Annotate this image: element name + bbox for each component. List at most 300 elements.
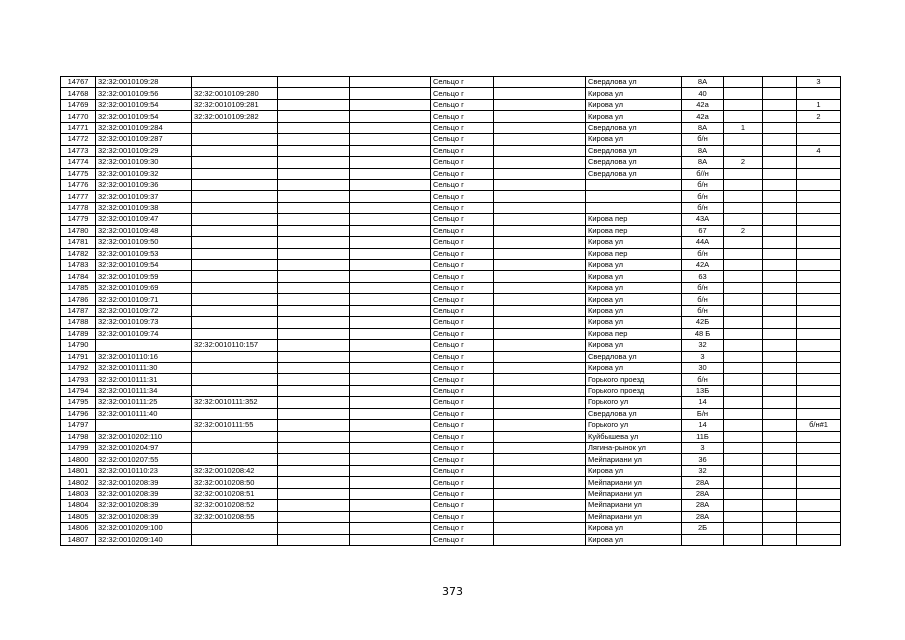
cell-building [724,317,763,328]
cell-blank-col-a [278,111,350,122]
cell-blank-col-c [494,202,586,213]
cell-blank-col-a [278,465,350,476]
cell-house-number: 32 [682,340,724,351]
cell-blank-col-d [763,523,797,534]
cell-blank-col-d [763,202,797,213]
cell-blank-col-a [278,122,350,133]
cell-building [724,305,763,316]
cell-street: Свердлова ул [586,77,682,88]
cell-building [724,214,763,225]
cell-blank-col-c [494,271,586,282]
cell-blank-col-a [278,523,350,534]
cell-house-number: 43А [682,214,724,225]
cell-blank-col-a [278,134,350,145]
table-row [61,191,841,202]
cell-locality: Сельцо г [431,237,494,248]
cell-blank-col-d [763,214,797,225]
cell-blank-col-a [278,534,350,545]
cell-blank-col-d [763,122,797,133]
cell-building [724,431,763,442]
cell-house-number: б/н [682,305,724,316]
table-row [61,488,841,499]
cell-cadastral-number: 32:32:0010109:71 [96,294,192,305]
cell-blank-col-b [350,317,431,328]
cell-blank-col-a [278,214,350,225]
cell-blank-col-b [350,111,431,122]
cell-row-number: 14798 [61,431,96,442]
cell-row-number: 14772 [61,134,96,145]
cell-building [724,260,763,271]
table-row [61,179,841,190]
cell-row-number: 14788 [61,317,96,328]
cell-blank-col-d [763,111,797,122]
cell-blank-col-c [494,477,586,488]
cell-building [724,248,763,259]
table-row [61,477,841,488]
cell-locality: Сельцо г [431,454,494,465]
cell-linked-cadastral-number: 32:32:0010208:51 [192,488,278,499]
cell-apartment [797,179,841,190]
cell-house-number: 36 [682,454,724,465]
cell-cadastral-number: 32:32:0010109:53 [96,248,192,259]
cell-building [724,168,763,179]
cell-building: 2 [724,225,763,236]
cell-blank-col-b [350,157,431,168]
cell-linked-cadastral-number [192,145,278,156]
cell-street: Кирова ул [586,271,682,282]
cell-locality: Сельцо г [431,88,494,99]
cell-linked-cadastral-number [192,443,278,454]
table-row [61,351,841,362]
cell-blank-col-b [350,225,431,236]
cell-apartment [797,271,841,282]
cell-blank-col-c [494,179,586,190]
cell-street: Мейпариани ул [586,488,682,499]
cell-locality: Сельцо г [431,317,494,328]
cell-blank-col-a [278,157,350,168]
cell-blank-col-a [278,168,350,179]
cell-street: Кирова ул [586,534,682,545]
cell-locality: Сельцо г [431,168,494,179]
cell-blank-col-a [278,271,350,282]
cell-blank-col-c [494,305,586,316]
cell-blank-col-c [494,500,586,511]
cell-linked-cadastral-number [192,534,278,545]
cell-blank-col-d [763,99,797,110]
cell-apartment [797,408,841,419]
cell-street: Кирова ул [586,523,682,534]
cell-building [724,351,763,362]
cell-row-number: 14781 [61,237,96,248]
cell-row-number: 14774 [61,157,96,168]
table-row [61,362,841,373]
cell-building [724,134,763,145]
cell-linked-cadastral-number [192,362,278,373]
cell-cadastral-number: 32:32:0010111:25 [96,397,192,408]
cell-street: Кирова ул [586,88,682,99]
cell-street: Мейпариани ул [586,477,682,488]
cell-row-number: 14789 [61,328,96,339]
cell-blank-col-a [278,88,350,99]
cell-blank-col-c [494,168,586,179]
cell-linked-cadastral-number [192,523,278,534]
registry-table-body [61,77,841,546]
cell-blank-col-c [494,77,586,88]
cell-row-number: 14806 [61,523,96,534]
cell-apartment [797,397,841,408]
cell-blank-col-b [350,77,431,88]
cell-blank-col-a [278,294,350,305]
cell-apartment [797,385,841,396]
cell-linked-cadastral-number [192,408,278,419]
cell-blank-col-b [350,443,431,454]
cell-row-number: 14769 [61,99,96,110]
cell-street: Мейпариани ул [586,500,682,511]
cell-blank-col-a [278,99,350,110]
cell-street: Кирова пер [586,225,682,236]
table-row [61,420,841,431]
cell-building [724,77,763,88]
cell-house-number: 44А [682,237,724,248]
cell-row-number: 14787 [61,305,96,316]
cell-blank-col-a [278,145,350,156]
cell-house-number: 3 [682,351,724,362]
cell-street: Куйбышева ул [586,431,682,442]
table-row [61,397,841,408]
table-row [61,340,841,351]
cell-cadastral-number: 32:32:0010109:59 [96,271,192,282]
cell-apartment [797,431,841,442]
cell-blank-col-c [494,248,586,259]
cell-row-number: 14807 [61,534,96,545]
cell-apartment [797,340,841,351]
cell-blank-col-c [494,385,586,396]
cell-house-number: б//н [682,168,724,179]
cell-house-number: 67 [682,225,724,236]
cell-blank-col-c [494,431,586,442]
cell-blank-col-b [350,99,431,110]
cell-house-number: 28А [682,500,724,511]
table-row [61,511,841,522]
cell-blank-col-c [494,351,586,362]
cell-building [724,328,763,339]
cell-linked-cadastral-number [192,157,278,168]
cell-apartment: 4 [797,145,841,156]
cell-blank-col-d [763,225,797,236]
cell-locality: Сельцо г [431,374,494,385]
table-row [61,88,841,99]
cell-row-number: 14777 [61,191,96,202]
cell-cadastral-number: 32:32:0010111:34 [96,385,192,396]
cell-house-number: 42а [682,111,724,122]
cell-row-number: 14793 [61,374,96,385]
cell-street: Свердлова ул [586,145,682,156]
cell-cadastral-number: 32:32:0010209:140 [96,534,192,545]
cell-apartment [797,374,841,385]
cell-linked-cadastral-number: 32:32:0010110:157 [192,340,278,351]
cell-building [724,237,763,248]
cell-blank-col-b [350,523,431,534]
cell-street: Кирова ул [586,282,682,293]
cell-blank-col-c [494,282,586,293]
cell-cadastral-number: 32:32:0010109:69 [96,282,192,293]
cell-apartment [797,157,841,168]
cell-row-number: 14792 [61,362,96,373]
cell-row-number: 14799 [61,443,96,454]
cell-apartment [797,511,841,522]
cell-building [724,202,763,213]
cell-cadastral-number: 32:32:0010204:97 [96,443,192,454]
cell-blank-col-c [494,328,586,339]
cell-cadastral-number: 32:32:0010111:31 [96,374,192,385]
cell-blank-col-d [763,500,797,511]
table-row [61,214,841,225]
cell-linked-cadastral-number: 32:32:0010208:50 [192,477,278,488]
cell-locality: Сельцо г [431,214,494,225]
cell-row-number: 14776 [61,179,96,190]
cell-blank-col-d [763,351,797,362]
cell-apartment: 3 [797,77,841,88]
cell-locality: Сельцо г [431,477,494,488]
cell-blank-col-b [350,328,431,339]
cell-house-number: б/н [682,191,724,202]
cell-street [586,179,682,190]
cell-apartment [797,500,841,511]
cell-cadastral-number: 32:32:0010109:38 [96,202,192,213]
cell-cadastral-number: 32:32:0010109:54 [96,99,192,110]
cell-house-number: Б/н [682,408,724,419]
cell-blank-col-b [350,420,431,431]
cell-blank-col-d [763,340,797,351]
cell-street [586,191,682,202]
cell-house-number: б/н [682,374,724,385]
cell-linked-cadastral-number: 32:32:0010208:55 [192,511,278,522]
cell-cadastral-number: 32:32:0010207:55 [96,454,192,465]
cell-blank-col-c [494,134,586,145]
cell-street: Кирова ул [586,260,682,271]
cell-blank-col-b [350,488,431,499]
cell-house-number: 8А [682,145,724,156]
cell-row-number: 14785 [61,282,96,293]
cell-blank-col-d [763,511,797,522]
cell-row-number: 14779 [61,214,96,225]
cell-locality: Сельцо г [431,431,494,442]
cell-street: Кирова пер [586,248,682,259]
table-row [61,305,841,316]
cell-blank-col-a [278,431,350,442]
cell-cadastral-number: 32:32:0010109:54 [96,260,192,271]
cell-blank-col-b [350,179,431,190]
cell-building: 2 [724,157,763,168]
cell-house-number: б/н [682,179,724,190]
cell-building [724,397,763,408]
cell-house-number: 14 [682,397,724,408]
cell-blank-col-c [494,317,586,328]
cell-house-number: 28А [682,477,724,488]
cell-blank-col-a [278,225,350,236]
table-row [61,374,841,385]
cell-blank-col-a [278,191,350,202]
cell-blank-col-d [763,179,797,190]
table-row [61,248,841,259]
cell-cadastral-number: 32:32:0010109:56 [96,88,192,99]
table-row [61,385,841,396]
cell-row-number: 14771 [61,122,96,133]
cell-blank-col-d [763,168,797,179]
cell-blank-col-a [278,328,350,339]
cell-cadastral-number: 32:32:0010109:284 [96,122,192,133]
cell-cadastral-number: 32:32:0010111:30 [96,362,192,373]
cell-blank-col-a [278,443,350,454]
cell-blank-col-c [494,408,586,419]
cell-row-number: 14794 [61,385,96,396]
cell-linked-cadastral-number [192,454,278,465]
registry-table [60,76,841,546]
cell-linked-cadastral-number: 32:32:0010109:280 [192,88,278,99]
cell-apartment [797,237,841,248]
cell-linked-cadastral-number: 32:32:0010208:52 [192,500,278,511]
cell-row-number: 14783 [61,260,96,271]
cell-blank-col-b [350,305,431,316]
cell-building [724,534,763,545]
cell-apartment [797,488,841,499]
cell-blank-col-c [494,340,586,351]
cell-cadastral-number: 32:32:0010109:30 [96,157,192,168]
cell-blank-col-a [278,282,350,293]
cell-linked-cadastral-number [192,282,278,293]
cell-building [724,454,763,465]
cell-building [724,99,763,110]
cell-linked-cadastral-number [192,237,278,248]
table-row [61,202,841,213]
cell-apartment [797,523,841,534]
cell-house-number: б/н [682,134,724,145]
cell-apartment [797,328,841,339]
cell-locality: Сельцо г [431,523,494,534]
cell-blank-col-c [494,362,586,373]
cell-blank-col-d [763,282,797,293]
cell-linked-cadastral-number [192,431,278,442]
cell-cadastral-number: 32:32:0010109:48 [96,225,192,236]
cell-street: Кирова ул [586,362,682,373]
cell-street: Кирова ул [586,305,682,316]
cell-linked-cadastral-number [192,168,278,179]
cell-house-number: 13Б [682,385,724,396]
cell-blank-col-a [278,454,350,465]
table-row [61,145,841,156]
table-row [61,523,841,534]
cell-linked-cadastral-number: 32:32:0010109:281 [192,99,278,110]
cell-apartment [797,282,841,293]
cell-blank-col-b [350,408,431,419]
cell-blank-col-d [763,248,797,259]
cell-blank-col-b [350,168,431,179]
cell-house-number: 14 [682,420,724,431]
cell-apartment [797,191,841,202]
cell-locality: Сельцо г [431,145,494,156]
table-row [61,122,841,133]
cell-row-number: 14796 [61,408,96,419]
cell-linked-cadastral-number [192,191,278,202]
cell-street: Свердлова ул [586,157,682,168]
cell-building: 1 [724,122,763,133]
cell-house-number: 8А [682,122,724,133]
cell-linked-cadastral-number [192,351,278,362]
cell-blank-col-d [763,305,797,316]
cell-row-number: 14782 [61,248,96,259]
table-row [61,99,841,110]
cell-blank-col-b [350,385,431,396]
cell-cadastral-number: 32:32:0010109:287 [96,134,192,145]
cell-building [724,408,763,419]
table-row [61,225,841,236]
cell-blank-col-d [763,534,797,545]
cell-linked-cadastral-number [192,202,278,213]
cell-blank-col-c [494,397,586,408]
cell-blank-col-a [278,362,350,373]
cell-house-number: 28А [682,488,724,499]
cell-house-number: 30 [682,362,724,373]
cell-locality: Сельцо г [431,420,494,431]
cell-street: Горького проезд [586,374,682,385]
cell-cadastral-number: 32:32:0010208:39 [96,500,192,511]
cell-blank-col-a [278,420,350,431]
cell-cadastral-number: 32:32:0010109:37 [96,191,192,202]
cell-apartment: б/н#1 [797,420,841,431]
cell-building [724,282,763,293]
cell-locality: Сельцо г [431,157,494,168]
cell-blank-col-c [494,523,586,534]
cell-apartment [797,443,841,454]
cell-cadastral-number: 32:32:0010109:74 [96,328,192,339]
cell-blank-col-a [278,511,350,522]
table-row [61,271,841,282]
cell-house-number [682,534,724,545]
cell-locality: Сельцо г [431,271,494,282]
cell-building [724,523,763,534]
cell-building [724,362,763,373]
cell-apartment [797,214,841,225]
cell-apartment [797,248,841,259]
cell-blank-col-d [763,157,797,168]
cell-cadastral-number: 32:32:0010202:110 [96,431,192,442]
cell-blank-col-d [763,294,797,305]
cell-blank-col-c [494,88,586,99]
cell-building [724,500,763,511]
cell-locality: Сельцо г [431,248,494,259]
cell-locality: Сельцо г [431,294,494,305]
cell-street: Мейпариани ул [586,511,682,522]
cell-cadastral-number [96,420,192,431]
cell-street: Свердлова ул [586,122,682,133]
cell-apartment [797,454,841,465]
cell-locality: Сельцо г [431,397,494,408]
cell-street: Кирова пер [586,328,682,339]
cell-blank-col-a [278,260,350,271]
cell-blank-col-b [350,282,431,293]
cell-row-number: 14767 [61,77,96,88]
cell-blank-col-a [278,374,350,385]
cell-cadastral-number: 32:32:0010110:23 [96,465,192,476]
cell-blank-col-a [278,340,350,351]
cell-street: Горького проезд [586,385,682,396]
cell-row-number: 14775 [61,168,96,179]
cell-building [724,443,763,454]
cell-blank-col-c [494,157,586,168]
cell-cadastral-number: 32:32:0010109:32 [96,168,192,179]
cell-blank-col-d [763,317,797,328]
cell-row-number: 14803 [61,488,96,499]
